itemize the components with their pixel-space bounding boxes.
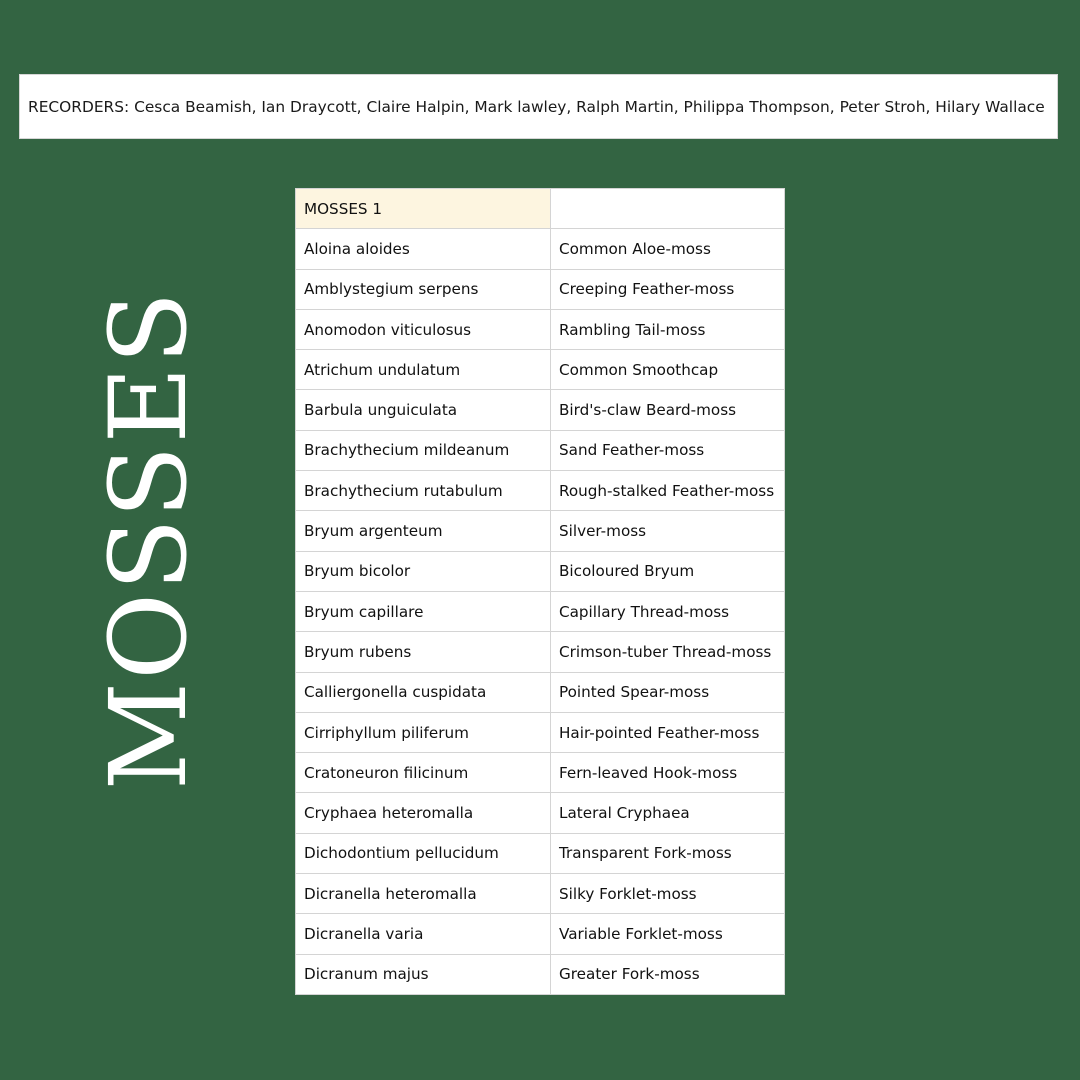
- common-name-cell: Variable Forklet-moss: [551, 914, 785, 954]
- scientific-name-cell: Bryum bicolor: [296, 551, 551, 591]
- common-name-cell: Common Smoothcap: [551, 350, 785, 390]
- table-row: [296, 632, 785, 672]
- table-row: [296, 511, 785, 551]
- common-name-cell: Fern-leaved Hook-moss: [551, 753, 785, 793]
- scientific-name-cell: Amblystegium serpens: [296, 269, 551, 309]
- common-name-cell: Rough-stalked Feather-moss: [551, 471, 785, 511]
- table-row: [296, 954, 785, 994]
- table-row: [296, 471, 785, 511]
- common-name-cell: Bird's-claw Beard-moss: [551, 390, 785, 430]
- common-name-cell: Capillary Thread-moss: [551, 591, 785, 631]
- table-row: [296, 672, 785, 712]
- page-title: MOSSES: [87, 289, 210, 791]
- table-row: [296, 874, 785, 914]
- table-row: [296, 712, 785, 752]
- common-name-cell: Bicoloured Bryum: [551, 551, 785, 591]
- table-row: [296, 229, 785, 269]
- table-row: [296, 914, 785, 954]
- scientific-name-cell: Aloina aloides: [296, 229, 551, 269]
- table-header-cell: [551, 189, 785, 229]
- common-name-cell: Creeping Feather-moss: [551, 269, 785, 309]
- table-row: [296, 390, 785, 430]
- scientific-name-cell: Brachythecium mildeanum: [296, 430, 551, 470]
- scientific-name-cell: Cryphaea heteromalla: [296, 793, 551, 833]
- scientific-name-cell: Brachythecium rutabulum: [296, 471, 551, 511]
- table-header-row: [296, 189, 785, 229]
- common-name-cell: Common Aloe-moss: [551, 229, 785, 269]
- table-row: [296, 753, 785, 793]
- scientific-name-cell: Barbula unguiculata: [296, 390, 551, 430]
- table-row: [296, 591, 785, 631]
- table-header-cell: MOSSES 1: [296, 189, 551, 229]
- table-row: [296, 551, 785, 591]
- common-name-cell: Crimson-tuber Thread-moss: [551, 632, 785, 672]
- common-name-cell: Silver-moss: [551, 511, 785, 551]
- common-name-cell: Lateral Cryphaea: [551, 793, 785, 833]
- table-row: [296, 350, 785, 390]
- scientific-name-cell: Bryum capillare: [296, 591, 551, 631]
- table-body: [296, 189, 785, 995]
- scientific-name-cell: Calliergonella cuspidata: [296, 672, 551, 712]
- scientific-name-cell: Bryum rubens: [296, 632, 551, 672]
- common-name-cell: Pointed Spear-moss: [551, 672, 785, 712]
- scientific-name-cell: Dichodontium pellucidum: [296, 833, 551, 873]
- common-name-cell: Greater Fork-moss: [551, 954, 785, 994]
- scientific-name-cell: Anomodon viticulosus: [296, 309, 551, 349]
- common-name-cell: Hair-pointed Feather-moss: [551, 712, 785, 752]
- scientific-name-cell: Bryum argenteum: [296, 511, 551, 551]
- scientific-name-cell: Atrichum undulatum: [296, 350, 551, 390]
- table-row: [296, 309, 785, 349]
- common-name-cell: Transparent Fork-moss: [551, 833, 785, 873]
- scientific-name-cell: Dicranella varia: [296, 914, 551, 954]
- common-name-cell: Sand Feather-moss: [551, 430, 785, 470]
- common-name-cell: Rambling Tail-moss: [551, 309, 785, 349]
- table-row: [296, 269, 785, 309]
- scientific-name-cell: Cirriphyllum piliferum: [296, 712, 551, 752]
- common-name-cell: Silky Forklet-moss: [551, 874, 785, 914]
- recorders-banner: [19, 74, 1058, 139]
- recorders-text: RECORDERS: Cesca Beamish, Ian Draycott, Claire Halpin, Mark lawley, Ralph Martin, Philippa Thompson, Peter Stroh, Hilary Wallace: [28, 97, 1045, 116]
- table-row: [296, 833, 785, 873]
- scientific-name-cell: Dicranella heteromalla: [296, 874, 551, 914]
- scientific-name-cell: Cratoneuron filicinum: [296, 753, 551, 793]
- scientific-name-cell: Dicranum majus: [296, 954, 551, 994]
- table-row: [296, 793, 785, 833]
- species-table: [295, 188, 785, 995]
- table-row: [296, 430, 785, 470]
